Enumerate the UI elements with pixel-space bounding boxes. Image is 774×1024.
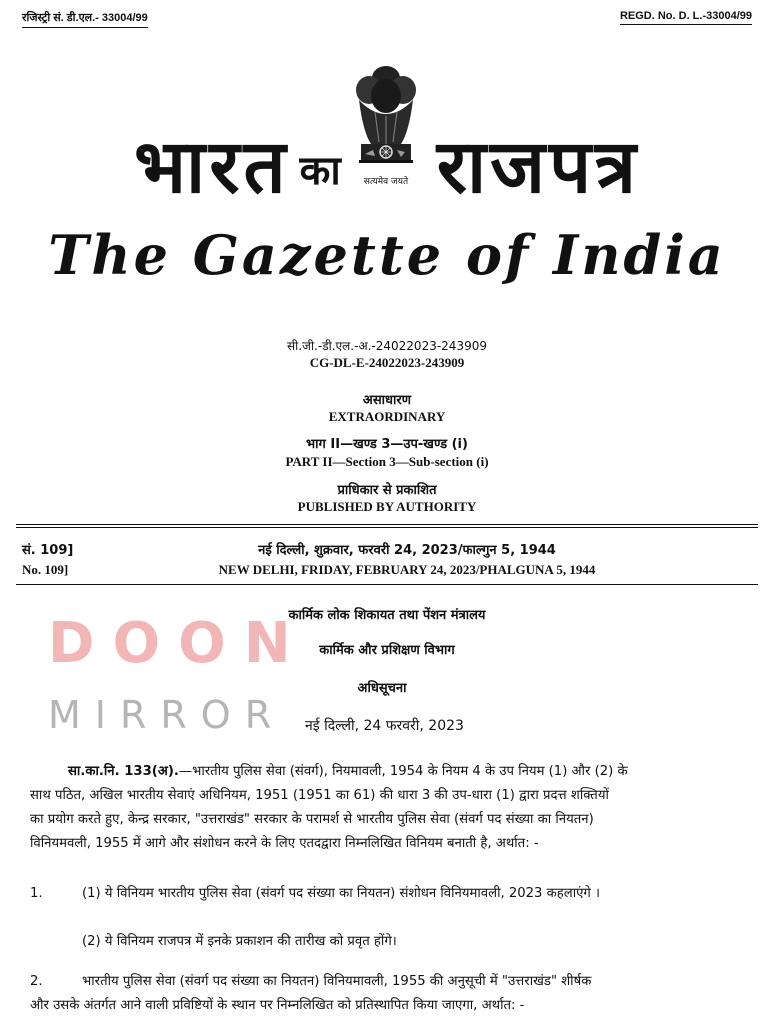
gazette-code-english: CG-DL-E-24022023-243909 — [309, 355, 465, 370]
item-2-paragraph — [30, 970, 760, 1018]
masthead-english: The Gazette of India — [48, 223, 726, 287]
part-section-english: PART II—Section 3—Sub-section (i) — [285, 454, 489, 469]
item-2-line-2: और उसके अंतर्गत आने वाली प्रविष्टियों के स्थान पर निम्नलिखित को प्रतिस्थापित किया जाएगा, अर्थात: - — [30, 998, 525, 1013]
registration-number-english: REGD. No. D. L.-33004/99 — [620, 10, 752, 25]
gsr-reference: सा.का.नि. 133(अ). — [68, 764, 179, 779]
authority-english: PUBLISHED BY AUTHORITY — [297, 499, 477, 514]
extraordinary-hindi: असाधारण — [362, 393, 412, 408]
preamble-line-1: सा.का.नि. 133(अ).—भारतीय पुलिस सेवा (संवर्ग), नियमावली, 1954 के नियम 4 के उप नियम (1) और (2) के — [68, 764, 628, 779]
notification-heading: अधिसूचना — [357, 681, 407, 696]
place-date: नई दिल्ली, 24 फरवरी, 2023 — [305, 718, 464, 734]
divider-top-double — [16, 527, 758, 528]
masthead-hindi — [0, 124, 774, 210]
preamble-line-4: विनियमवली, 1955 में आगे और संशोधन करने के लिए एतदद्वारा निम्नलिखित विनियम बनाती है, अर्थात: - — [30, 836, 539, 851]
authority-hindi: प्राधिकार से प्रकाशित — [337, 483, 437, 498]
watermark-line1: DOON — [48, 611, 309, 676]
masthead-hindi-word1: भारत — [134, 124, 290, 210]
issue-date-hindi: नई दिल्ली, शुक्रवार, फरवरी 24, 2023/फाल्गुन 5, 1944 — [258, 543, 556, 558]
part-section-hindi: भाग II—खण्ड 3—उप-खण्ड (i) — [306, 437, 468, 452]
divider-bottom — [16, 584, 758, 585]
item-1-sub-2: (2) ये विनियम राजपत्र में इनके प्रकाशन की तारीख को प्रवृत होंगे। — [82, 934, 397, 949]
issue-number-hindi: सं. 109] — [22, 543, 74, 558]
watermark-line2: MIRROR — [48, 693, 286, 737]
issue-date-english: NEW DELHI, FRIDAY, FEBRUARY 24, 2023/PHALGUNA 5, 1944 — [218, 562, 596, 577]
masthead-hindi-ka: का — [299, 148, 341, 195]
item-1-sub-1: (1) ये विनियम भारतीय पुलिस सेवा (संवर्ग पद संख्या का नियतन) संशोधन विनियमावली, 2023 कहलाएंगे । — [82, 886, 601, 901]
ministry-name: कार्मिक लोक शिकायत तथा पेंशन मंत्रालय — [288, 608, 486, 623]
item-2-line-1: भारतीय पुलिस सेवा (संवर्ग पद संख्या का नियतन) विनियमावली, 1955 की अनुसूची में "उत्तराखंड" शीर्षक — [82, 974, 592, 989]
divider-top — [16, 524, 758, 525]
preamble-line-3: का प्रयोग करते हुए, केन्द्र सरकार, "उत्तराखंड" सरकार के परामर्श से भारतीय पुलिस सेवा (संवर्ग पद संख्या का नियतन) — [30, 812, 594, 827]
gazette-code-hindi: सी.जी.-डी.एल.-अ.-24022023-243909 — [287, 339, 487, 353]
item-2-number: 2. — [30, 974, 43, 989]
issue-number-english: No. 109] — [22, 562, 69, 577]
preamble-paragraph — [30, 760, 760, 856]
item-1-number: 1. — [30, 886, 43, 901]
extraordinary-english: EXTRAORDINARY — [328, 409, 446, 424]
masthead-hindi-word2: राजपत्र — [436, 124, 640, 210]
department-name: कार्मिक और प्रशिक्षण विभाग — [319, 643, 455, 658]
preamble-line-2: साथ पठित, अखिल भारतीय सेवाएं अधिनियम, 1951 (1951 का 61) की धारा 3 की उप-धारा (1) द्वारा प्रदत्त शक्तियों — [30, 788, 609, 803]
registration-number-hindi: रजिस्ट्री सं. डी.एल.- 33004/99 — [22, 10, 148, 28]
emblem-motto: सत्यमेव जयते — [363, 177, 409, 187]
